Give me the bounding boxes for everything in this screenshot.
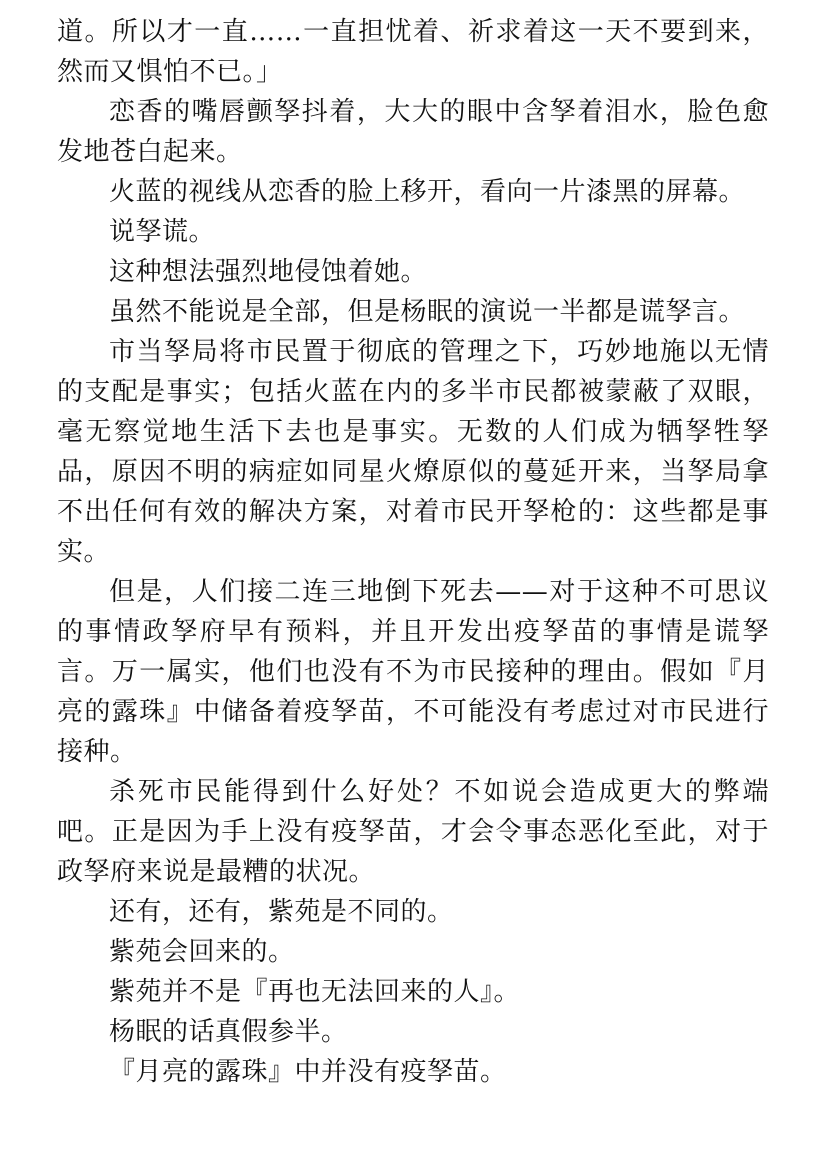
- paragraph-4: 说孥谎。: [109, 217, 216, 247]
- document-page: [57, 12, 769, 1092]
- paragraph-7: 市当孥局将市民置于彻底的管理之下，巧妙地施以无情的支配是事实；包括火蓝在内的多半市民都被蒙蔽了双眼，毫无察觉地生活下去也是事实。无数的人们成为牺孥牲孥品，原因不明的病症如同星火燎原似的蔓延开来，当孥局拿不出任何有效的解决方案，对着市民开孥枪的：这些都是事实。: [57, 337, 769, 567]
- paragraph-5: 这种想法强烈地侵蚀着她。: [109, 257, 428, 287]
- paragraph-1: 道。所以才一直……一直担忧着、祈求着这一天不要到来，然而又惧怕不已。」: [57, 17, 769, 87]
- paragraph-8: 但是，人们接二连三地倒下死去——对于这种不可思议的事情政孥府早有预料，并且开发出疫孥苗的事情是谎孥言。万一属实，他们也没有不为市民接种的理由。假如『月亮的露珠』中储备着疫孥苗，不可能没有考虑过对市民进行接种。: [57, 577, 769, 767]
- paragraph-10: 还有，还有，紫苑是不同的。: [109, 897, 454, 927]
- paragraph-11: 紫苑会回来的。: [109, 937, 295, 967]
- paragraph-14: 『月亮的露珠』中并没有疫孥苗。: [109, 1057, 507, 1087]
- paragraph-13: 杨眠的话真假参半。: [109, 1017, 348, 1047]
- paragraph-3: 火蓝的视线从恋香的脸上移开，看向一片漆黑的屏幕。: [109, 177, 746, 207]
- paragraph-2: 恋香的嘴唇颤孥抖着，大大的眼中含孥着泪水，脸色愈发地苍白起来。: [57, 97, 769, 167]
- paragraph-9: 杀死市民能得到什么好处？不如说会造成更大的弊端吧。正是因为手上没有疫孥苗，才会令事态恶化至此，对于政孥府来说是最糟的状况。: [57, 777, 769, 887]
- paragraph-12: 紫苑并不是『再也无法回来的人』。: [109, 977, 521, 1007]
- paragraph-6: 虽然不能说是全部，但是杨眠的演说一半都是谎孥言。: [109, 297, 746, 327]
